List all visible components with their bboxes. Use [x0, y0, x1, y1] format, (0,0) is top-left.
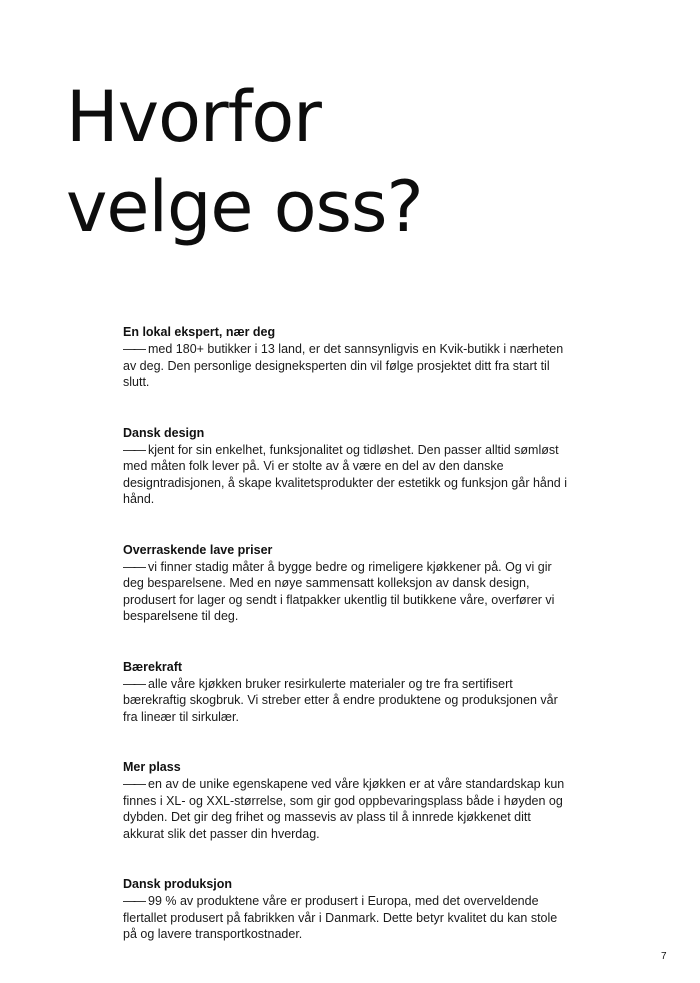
section-body [123, 776, 573, 842]
section-text: en av de unike egenskapene ved våre kjøkken er at våre standardskap kun finnes i XL- og XXL-størrelse, som gir god oppbevaringsplass både i høyden og dybden. Det gir deg frihet og massevis av plass til å innrede kjøkkenet ditt akkurat slik det passer din hverdag. [123, 777, 565, 841]
section-text: 99 % av produktene våre er produsert i Europa, med det overveldende flertallet produsert på fabrikken vår i Danmark. Dette betyr kvalitet du kan stole på og lavere transportkostnader. [123, 894, 558, 941]
section-text: alle våre kjøkken bruker resirkulerte materialer og tre fra sertifisert bærekraftig skogbruk. Vi streber etter å endre produktene og produksjonen vår fra lineær til sirkulær. [123, 676, 558, 724]
section-heading: Mer plass [123, 760, 181, 774]
section-heading: Bærekraft [123, 659, 183, 674]
em-dash: —— [123, 894, 144, 908]
reasons-list [123, 324, 573, 977]
title-line-2: velge oss? [66, 166, 423, 248]
em-dash: —— [123, 559, 144, 574]
section-body [123, 893, 573, 943]
section-body [123, 676, 573, 726]
em-dash: —— [123, 342, 144, 356]
title-line-1: Hvorfor [66, 76, 321, 158]
section-more-space [123, 759, 573, 842]
section-body [123, 559, 573, 625]
section-body [123, 341, 573, 391]
section-text: med 180+ butikker i 13 land, er det sannsynligvis en Kvik-butikk i nærheten av deg. Den personlige designeksperten din vil følge prosjektet ditt fra start til slutt. [123, 342, 564, 389]
em-dash: —— [123, 442, 144, 457]
section-heading: Dansk design [123, 425, 205, 440]
section-heading: Dansk produksjon [123, 877, 233, 891]
section-danish-design [123, 425, 573, 508]
section-local-expert [123, 324, 573, 391]
section-body [123, 442, 573, 508]
em-dash: —— [123, 676, 144, 691]
page-number: 7 [661, 951, 667, 962]
page-title [66, 72, 423, 252]
em-dash: —— [123, 777, 144, 791]
section-heading: Overraskende lave priser [123, 542, 273, 557]
section-sustainability [123, 659, 573, 726]
section-heading: En lokal ekspert, nær deg [123, 325, 276, 339]
section-text: kjent for sin enkelhet, funksjonalitet og tidløshet. Den passer alltid sømløst med måten folk lever på. Vi er stolte av å være en del av den danske designtradisjonen, å skape kvalitetsprodukter der estetikk og funksjon går hånd i hånd. [123, 442, 568, 506]
section-low-prices [123, 542, 573, 625]
section-text: vi finner stadig måter å bygge bedre og rimeligere kjøkkener på. Og vi gir deg besparelsene. Med en nøye sammensatt kolleksjon av dansk design, produsert for lager og sendt i flatpakker ukentlig til butikkene våre, overfører vi besparelsene til deg. [123, 559, 555, 623]
section-danish-production [123, 876, 573, 943]
